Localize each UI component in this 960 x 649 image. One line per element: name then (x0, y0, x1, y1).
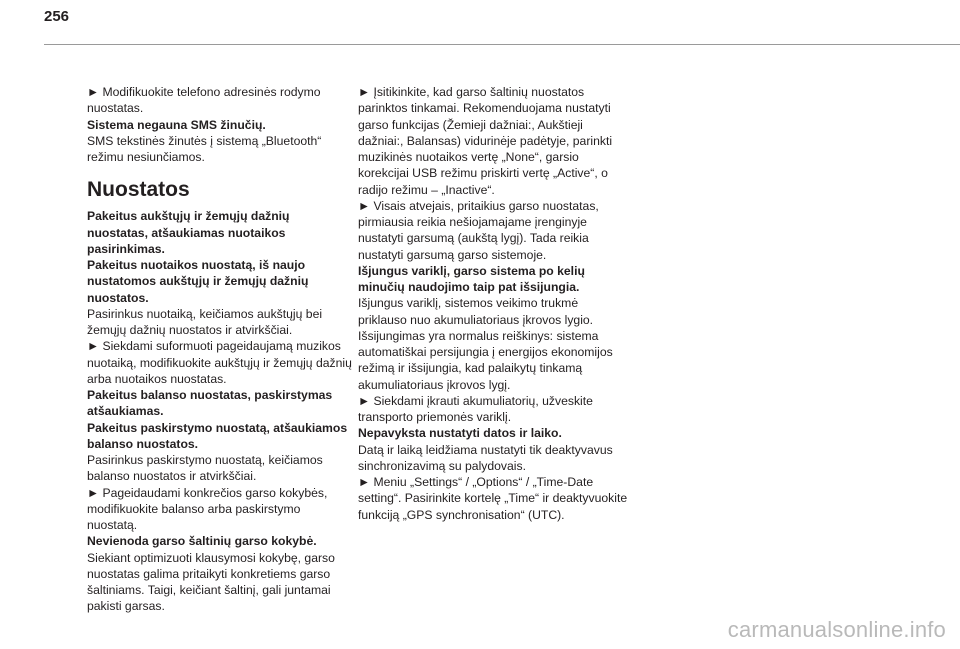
paragraph: ► Pageidaudami konkrečios garso kokybės, modifikuokite balanso arba paskirstymo nuostatą. (87, 485, 328, 532)
paragraph: Pasirinkus nuotaiką, keičiamos aukštųjų bei žemųjų dažnių nuostatos ir atvirkščiai. (87, 306, 323, 337)
section-heading: Nuostatos (87, 178, 190, 202)
bold-paragraph: Nepavyksta nustatyti datos ir laiko. (358, 426, 562, 441)
left-column (87, 84, 352, 615)
paragraph: ► Įsitikinkite, kad garso šaltinių nuostatos parinktos tinkamai. Rekomenduojama nustatyti garso funkcijas (Žemieji dažniai:, Aukštieji dažniai:, Balansas) vidurinėje padėtyje, parinkti muzikinės nuotaikos vertę „None“, garsio korekcijai USB režimu priskirti vertę „Active“, o radijo režimu – „Inactive“. (358, 85, 613, 197)
right-block (358, 84, 628, 523)
paragraph: ► Visais atvejais, pritaikius garso nuostatas, pirmiausia reikia nešiojamajame įrenginyje nustatyti garsumą (aukštą lygį). Tada reikia nustatyti garsumą garso sistemoje. (358, 198, 599, 262)
bold-paragraph: Pakeitus aukštųjų ir žemųjų dažnių nuostatas, atšaukiamas nuotaikos pasirinkimas. (87, 209, 290, 256)
bold-paragraph: Pakeitus nuotaikos nuostatą, iš naujo nustatomos aukštųjų ir žemųjų dažnių nuostatos. (87, 258, 309, 305)
bold-paragraph: Sistema negauna SMS žinučių. (87, 117, 266, 132)
settings-block (87, 208, 352, 614)
paragraph: ► Meniu „Settings“ / „Options“ / „Time-Date setting“. Pasirinkite kortelę „Time“ ir deaktyvuokite funkciją „GPS synchronisation“ (UTC). (358, 475, 628, 522)
paragraph: SMS tekstinės žinutės į sistemą „Bluetooth“ režimu nesiunčiamos. (87, 133, 322, 164)
header-divider (44, 44, 960, 45)
paragraph: ► Siekdami suformuoti pageidaujamą muzikos nuotaiką, modifikuokite aukštųjų ir žemųjų dažnių arba nuotaikos nuostatas. (87, 339, 352, 386)
bold-paragraph: Nevienoda garso šaltinių garso kokybė. (87, 534, 317, 549)
bold-paragraph: Pakeitus balanso nuostatas, paskirstymas atšaukiamas. (87, 388, 333, 419)
right-column (358, 84, 628, 523)
bold-paragraph: Pakeitus paskirstymo nuostatą, atšaukiamos balanso nuostatos. (87, 420, 348, 451)
paragraph: Pasirinkus paskirstymo nuostatą, keičiamos balanso nuostatos ir atvirkščiai. (87, 453, 323, 484)
bold-paragraph: Išjungus variklį, garso sistema po kelių minučių naudojimo taip pat išsijungia. (358, 263, 585, 294)
paragraph: Siekiant optimizuoti klausymosi kokybę, garso nuostatas galima pritaikyti konkretiems garso šaltiniams. Taigi, keičiant šaltinį, gali juntamai pakisti garsas. (87, 550, 335, 614)
paragraph: ► Modifikuokite telefono adresinės rodymo nuostatas. (87, 85, 321, 116)
paragraph: ► Siekdami įkrauti akumuliatorių, užveskite transporto priemonės variklį. (358, 393, 593, 424)
paragraph: Išjungus variklį, sistemos veikimo trukmė priklauso nuo akumuliatoriaus įkrovos lygio. (358, 296, 594, 327)
paragraph: Išsijungimas yra normalus reiškinys: sistema automatiškai persijungia į energijos ekonomijos režimą ir išsijungia, kad palaikytų tinkamą akumuliatoriaus įkrovos lygį. (358, 328, 613, 392)
watermark: carmanualsonline.info (727, 617, 946, 642)
page-number: 256 (44, 8, 70, 25)
intro-block (87, 84, 352, 165)
paragraph: Datą ir laiką leidžiama nustatyti tik deaktyvavus sinchronizavimą su palydovais. (358, 442, 613, 473)
